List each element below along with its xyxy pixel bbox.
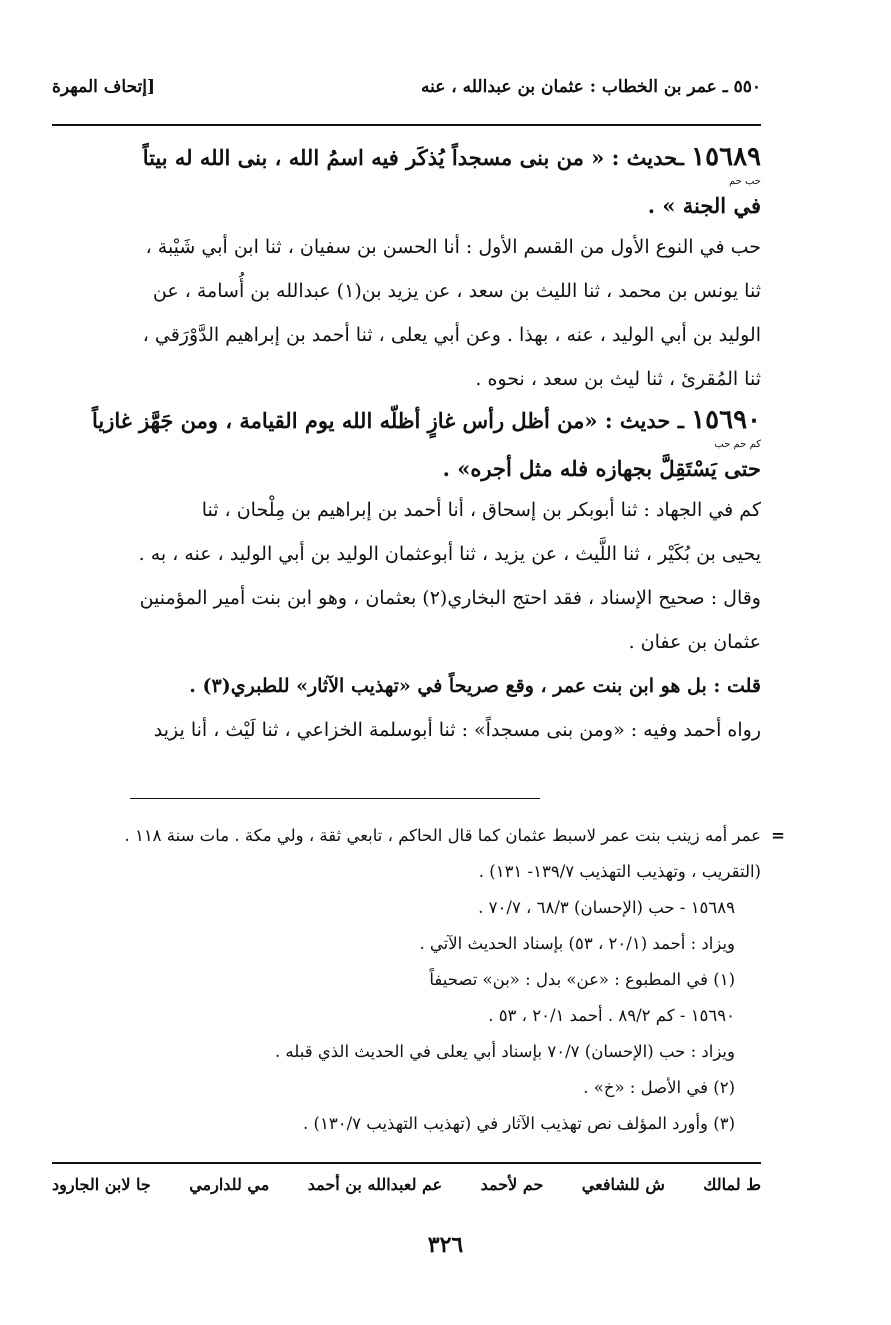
hadith-heading [52, 138, 761, 225]
hadith-heading-text: ـ حديث : «من أظل رأس غازٍ أظلّه الله يوم القيامة ، ومن جَهَّز غازياً [92, 408, 684, 433]
text-line: حب في النوع الأول من القسم الأول : أنا الحسن بن سفيان ، ثنا ابن أبي شَيْبة ، [145, 236, 761, 258]
text-line: يحيى بن بُكَيْر ، ثنا اللَّيث ، عن يزيد ، ثنا أبوعثمان الوليد بن أبي الوليد ، عنه ، به . [138, 543, 761, 565]
footnote-line: ويزاد : حب (الإحسان) ٧٠/٧ بإسناد أبي يعلى في الحديث الذي قبله . [274, 1042, 735, 1061]
legend-item: ش للشافعي [581, 1175, 665, 1194]
page-number: ٣٢٦ [427, 1232, 464, 1258]
footnote-line: (٣) وأورد المؤلف نص تهذيب الآثار في (تهذيب التهذيب ١٣٠/٧) . [303, 1114, 735, 1133]
hadith-number: ١٥٦٨٩ [691, 142, 761, 172]
footnote-line: (١) في المطبوع : «عن» بدل : «بن» تصحيفاً [429, 970, 735, 989]
legend-item: عم لعبدالله بن أحمد [307, 1175, 443, 1194]
text-line: ثنا المُقرئ ، ثنا ليث بن سعد ، نحوه . [475, 368, 761, 390]
editor-note: قلت : بل هو ابن بنت عمر ، وقع صريحاً في «تهذيب الآثار» للطبري(٣) . [189, 675, 761, 697]
footnote-line: ويزاد : أحمد (٢٠/١ ، ٥٣) بإسناد الحديث الآتي . [419, 934, 735, 953]
legend-item: حم لأحمد [480, 1175, 544, 1194]
text-line: ثنا يونس بن محمد ، ثنا الليث بن سعد ، عن يزيد بن(١) عبدالله بن أُسامة ، عن [152, 280, 761, 302]
legend-item: جا لابن الجارود [52, 1175, 151, 1194]
hadith-heading-text-end: في الجنة » . [647, 193, 761, 218]
footnote-line: عمر أمه زينب بنت عمر لاسبط عثمان كما قال الحاكم ، تابعي ثقة ، ولي مكة . مات سنة ١١٨ . [124, 826, 761, 845]
text-line: وقال : صحيح الإسناد ، فقد احتج البخاري(٢) بعثمان ، وهو ابن بنت أمير المؤمنين [139, 587, 761, 609]
footnote-line: (التقريب ، وتهذيب التهذيب ١٣٩/٧- ١٣١) . [478, 862, 761, 881]
footnote-separator [130, 798, 540, 799]
continuation-mark: = [771, 826, 785, 845]
book-title: [إتحاف المهرة [52, 77, 156, 97]
main-text [52, 138, 761, 752]
text-line: عثمان بن عفان . [628, 631, 761, 653]
abbreviation-legend [52, 1175, 761, 1194]
footnote-line: ١٥٦٨٩ - حب (الإحسان) ٦٨/٣ ، ٧٠/٧ . [478, 898, 735, 917]
legend-item: مي للدارمي [189, 1175, 270, 1194]
hadith-number: ١٥٦٩٠ [691, 405, 761, 435]
hadith-heading-text-end: حتى يَسْتَقِلَّ بجهازه فله مثل أجره» . [442, 456, 761, 481]
header-rule [52, 124, 761, 126]
legend-rule [52, 1162, 761, 1164]
hadith-heading [52, 401, 761, 488]
text-line: رواه أحمد وفيه : «ومن بنى مسجداً» : ثنا أبوسلمة الخزاعي ، ثنا لَيْث ، أنا يزيد [153, 719, 761, 741]
source-tags: كم حم حب [714, 439, 761, 450]
text-line: الوليد بن أبي الوليد ، عنه ، بهذا . وعن أبي يعلى ، ثنا أحمد بن إبراهيم الدَّوْرَقي ، [142, 324, 761, 346]
legend-item: ط لمالك [703, 1175, 761, 1194]
running-title: ٥٥٠ ـ عمر بن الخطاب : عثمان بن عبدالله ، عنه [420, 77, 761, 97]
text-line: كم في الجهاد : ثنا أبوبكر بن إسحاق ، أنا أحمد بن إبراهيم بن مِلْحان ، ثنا [201, 499, 761, 521]
footnotes [52, 818, 785, 1142]
footnote-line: (٢) في الأصل : «خ» . [583, 1078, 735, 1097]
page-header [52, 70, 761, 104]
source-tags: حب حم [728, 176, 761, 187]
footnote-line: ١٥٦٩٠ - كم ٨٩/٢ . أحمد ٢٠/١ ، ٥٣ . [488, 1006, 735, 1025]
hadith-heading-text: ـحديث : « من بنى مسجداً يُذكَر فيه اسمُ الله ، بنى الله له بيتاً [142, 145, 684, 170]
